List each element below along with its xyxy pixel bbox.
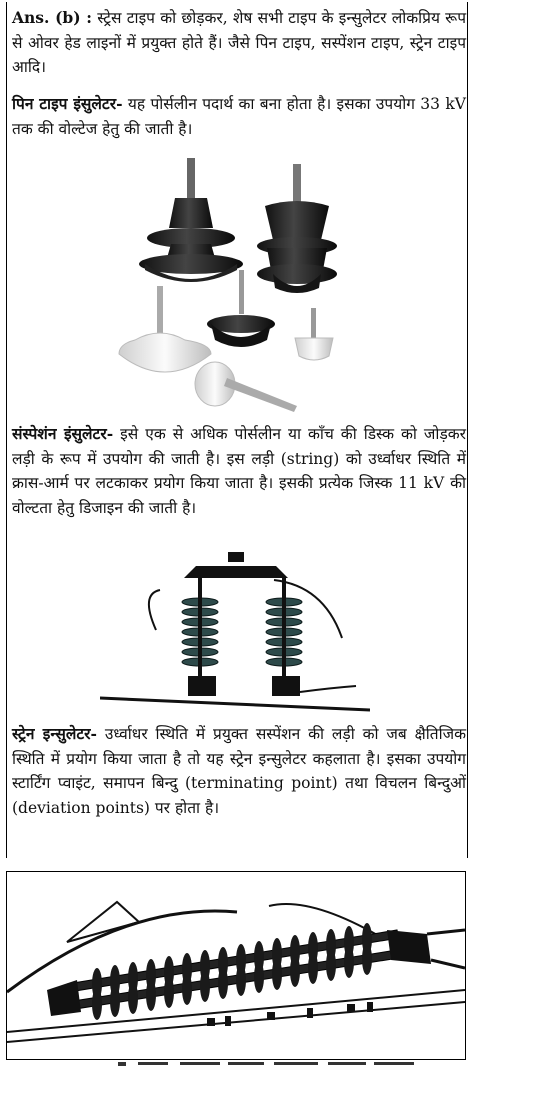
answer-label: Ans. (b) :: [12, 8, 92, 27]
suspension-paragraph: [12, 422, 466, 520]
strain-insulator-image: [7, 872, 465, 1059]
suspension-heading: संस्पेशंन इंसुलेटर-: [12, 424, 114, 443]
answer-paragraph: [12, 6, 466, 80]
strain-text: उर्ध्वाधर स्थिति में प्रयुक्त सस्पेंशन की लड़ी को जब क्षैतिजिक स्थिति में प्रयोग किया जाता है तो यह स्ट्रेन इन्सुलेटर कहलाता है। इसका उपयोग स्टार्टिंग प्वाइंट, समापन बिन्दु (terminating point) तथा विचलन बिन्दुओं (deviation points) पर होता है।: [12, 725, 466, 817]
pin-paragraph: [12, 92, 466, 141]
answer-text: स्ट्रेस टाइप को छोड़कर, शेष सभी टाइप के इन्सुलेटर लोकप्रिय रूप से ओवर हेड लाइनों में प्रयुक्त होते हैं। जैसे पिन टाइप, सस्पेंशन टाइप, स्ट्रेन टाइप आदि।: [12, 9, 466, 76]
pin-text: यह पोर्सलीन पदार्थ का बना होता है। इसका उपयोग 33 kV तक की वोल्टेज हेतु की जाती है।: [12, 95, 466, 138]
suspension-insulator-image: [100, 552, 370, 722]
strain-paragraph: [12, 722, 466, 820]
pin-heading: पिन टाइप इंसुलेटर-: [12, 94, 123, 113]
suspension-text: इसे एक से अधिक पोर्सलीन या काँच की डिस्क को जोड़कर लड़ी के रूप में उपयोग की जाती है। इस लड़ी (string) को उर्ध्वाधर स्थिति में क्रास-आर्म पर लटकाकर प्रयोग किया जाता है। इसकी प्रत्येक जिस्क 11 kV की वोल्टता हेतु डिजाइन की जाती है।: [12, 425, 466, 517]
pin-insulators-image: [115, 156, 355, 416]
strain-heading: स्ट्रेन इन्सुलेटर-: [12, 724, 97, 743]
cropped-text-fragment: [118, 1056, 418, 1068]
strain-insulator-figure: [6, 871, 466, 1060]
